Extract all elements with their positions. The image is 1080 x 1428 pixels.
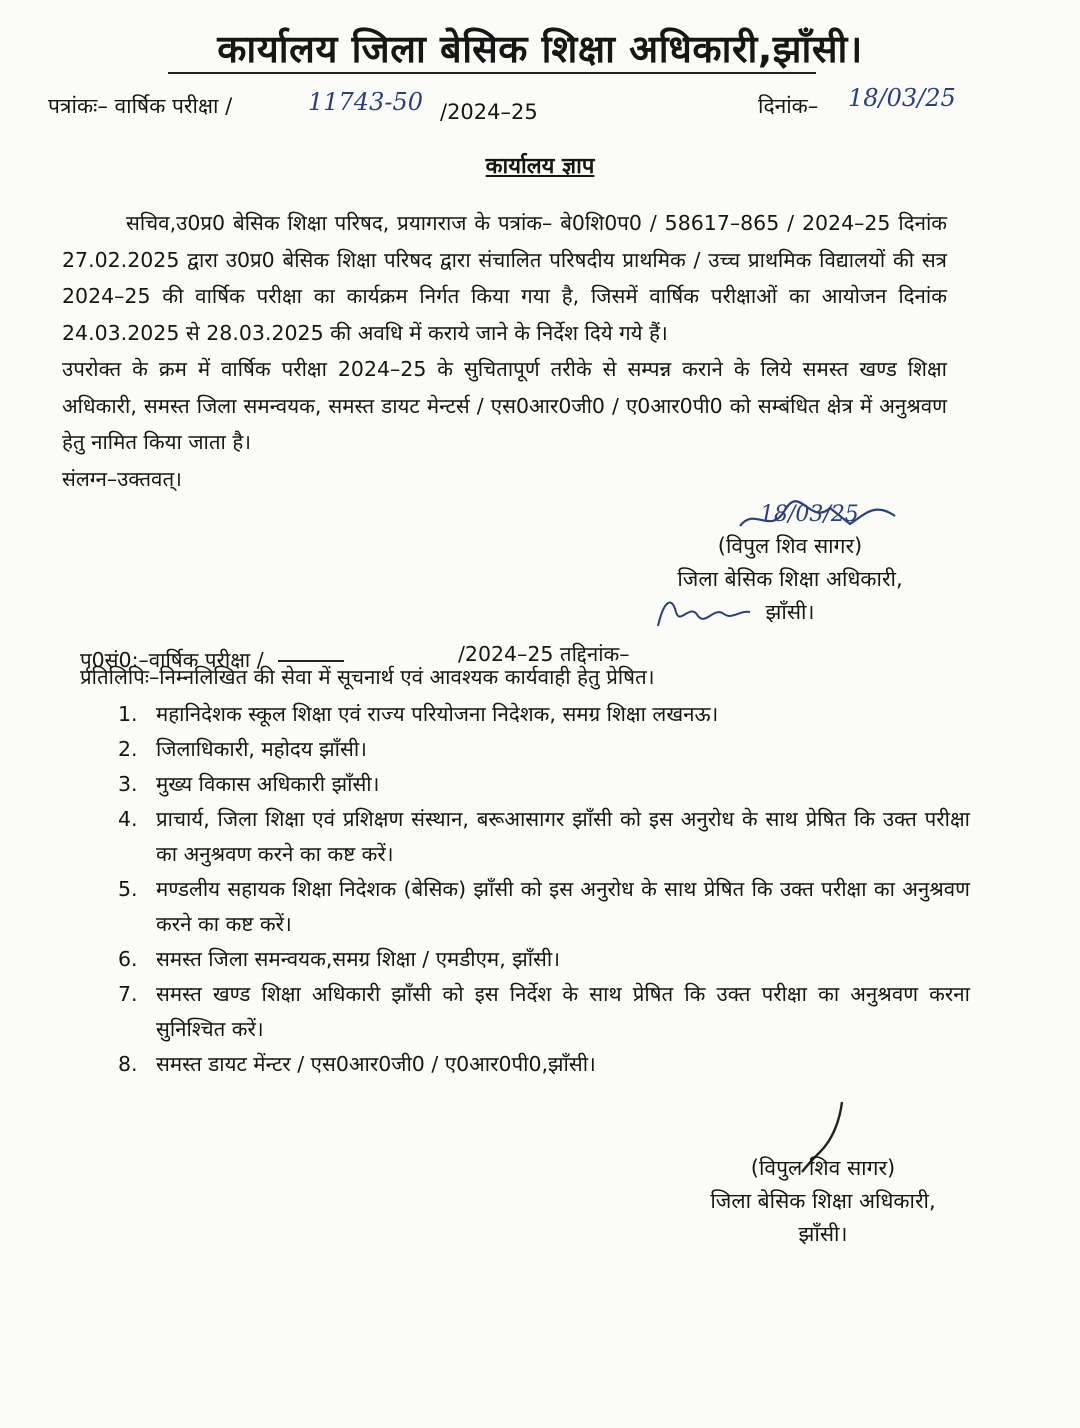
officer-designation: जिला बेसिक शिक्षा अधिकारी, <box>677 567 903 591</box>
list-item-text: जिलाधिकारी, महोदय झाँसी। <box>156 737 367 761</box>
list-item <box>118 697 970 732</box>
list-item <box>118 977 970 1047</box>
list-item <box>118 872 970 942</box>
blank-line <box>278 660 344 662</box>
copy-to-list <box>118 697 970 1082</box>
list-item <box>118 1047 970 1082</box>
list-item-number: 3. <box>118 772 138 796</box>
list-item-text: समस्त जिला समन्वयक,समग्र शिक्षा / एमडीएम, झाँसी। <box>156 947 560 971</box>
signature-block-2 <box>658 1152 988 1251</box>
enclosure-note: संलग्न–उक्तवत्। <box>62 466 182 491</box>
list-item-number: 4. <box>118 807 138 831</box>
list-item-text: प्राचार्य, जिला शिक्षा एवं प्रशिक्षण संस्थान, बरूआसागर झाँसी को इस अनुरोध के साथ प्रेषित कि उक्त परीक्षा का अनुश्रवण करने का कष्ट करें। <box>156 807 970 866</box>
handwritten-reference-number: 11743-50 <box>308 88 423 116</box>
initials-scribble-icon <box>650 592 760 634</box>
body-paragraph-1: सचिव,उ0प्र0 बेसिक शिक्षा परिषद, प्रयागराज के पत्रांक– बे0शि0प0 / 58617–865 / 2024–25 दिनांक 27.02.2025 द्वारा उ0प्र0 बेसिक शिक्षा परिषद द्वारा संचालित परिषदीय प्राथमिक / उच्च प्राथमिक विद्यालयों की सत्र 2024–25 की वार्षिक परीक्षा का कार्यक्रम निर्गत किया गया है, जिसमें वार्षिक परीक्षाओं का आयोजन दिनांक 24.03.2025 से 28.03.2025 की अवधि में कराये जाने के निर्देश दिये गये हैं। <box>62 211 947 345</box>
reference-label: पत्रांकः– वार्षिक परीक्षा / <box>48 94 233 118</box>
list-item-text: महानिदेशक स्कूल शिक्षा एवं राज्य परियोजना निदेशक, समग्र शिक्षा लखनऊ। <box>156 702 719 726</box>
list-item-number: 6. <box>118 947 138 971</box>
list-item-number: 1. <box>118 702 138 726</box>
reference-year: /2024–25 <box>440 100 538 124</box>
list-item-text: मण्डलीय सहायक शिक्षा निदेशक (बेसिक) झाँसी को इस अनुरोध के साथ प्रेषित कि उक्त परीक्षा का अनुश्रवण करने का कष्ट करें। <box>156 877 970 936</box>
handwritten-date: 18/03/25 <box>848 84 956 112</box>
body-paragraph-2: उपरोक्त के क्रम में वार्षिक परीक्षा 2024–25 के सुचितापूर्ण तरीके से सम्पन्न कराने के लिये समस्त खण्ड शिक्षा अधिकारी, समस्त जिला समन्वयक, समस्त डायट मेन्टर्स / एस0आर0जी0 / ए0आर0पी0 को सम्बंधित क्षेत्र में अनुश्रवण हेतु नामित किया जाता है। <box>62 357 947 454</box>
list-item <box>118 942 970 977</box>
endorsement-year-date: /2024–25 तद्दिनांक– <box>458 642 630 666</box>
date-label: दिनांक– <box>758 94 819 118</box>
copy-to-intro: प्रतिलिपिः–निम्नलिखित की सेवा में सूचनार्थ एवं आवश्यक कार्यवाही हेतु प्रेषित। <box>80 665 655 689</box>
endorsement-number-label: पृ0सं0:–वार्षिक परीक्षा / <box>80 648 264 672</box>
signature-handwritten-date: 18/03/25 <box>760 502 859 527</box>
office-title: कार्यालय जिला बेसिक शिक्षा अधिकारी,झाँसी। <box>217 27 863 71</box>
officer-name: (विपुल शिव सागर) <box>750 1156 896 1180</box>
list-item-text: समस्त डायट मेंन्टर / एस0आर0जी0 / ए0आर0पी0,झाँसी। <box>156 1052 596 1076</box>
list-item-number: 2. <box>118 737 138 761</box>
list-item-number: 8. <box>118 1052 138 1076</box>
list-item <box>118 732 970 767</box>
list-item-number: 7. <box>118 982 138 1006</box>
officer-designation: जिला बेसिक शिक्षा अधिकारी, <box>710 1189 936 1213</box>
list-item-text: समस्त खण्ड शिक्षा अधिकारी झाँसी को इस निर्देश के साथ प्रेषित कि उक्त परीक्षा का अनुश्रवण करना सुनिश्चित करें। <box>156 982 970 1041</box>
officer-place: झाँसी। <box>798 1222 848 1246</box>
memo-body <box>62 205 947 497</box>
list-item <box>118 802 970 872</box>
title-underline <box>168 72 816 74</box>
list-item-text: मुख्य विकास अधिकारी झाँसी। <box>156 772 380 796</box>
list-item <box>118 767 970 802</box>
memo-title: कार्यालय ज्ञाप <box>485 154 595 179</box>
officer-name: (विपुल शिव सागर) <box>717 534 863 558</box>
officer-place: झाँसी। <box>765 600 815 624</box>
list-item-number: 5. <box>118 877 138 901</box>
